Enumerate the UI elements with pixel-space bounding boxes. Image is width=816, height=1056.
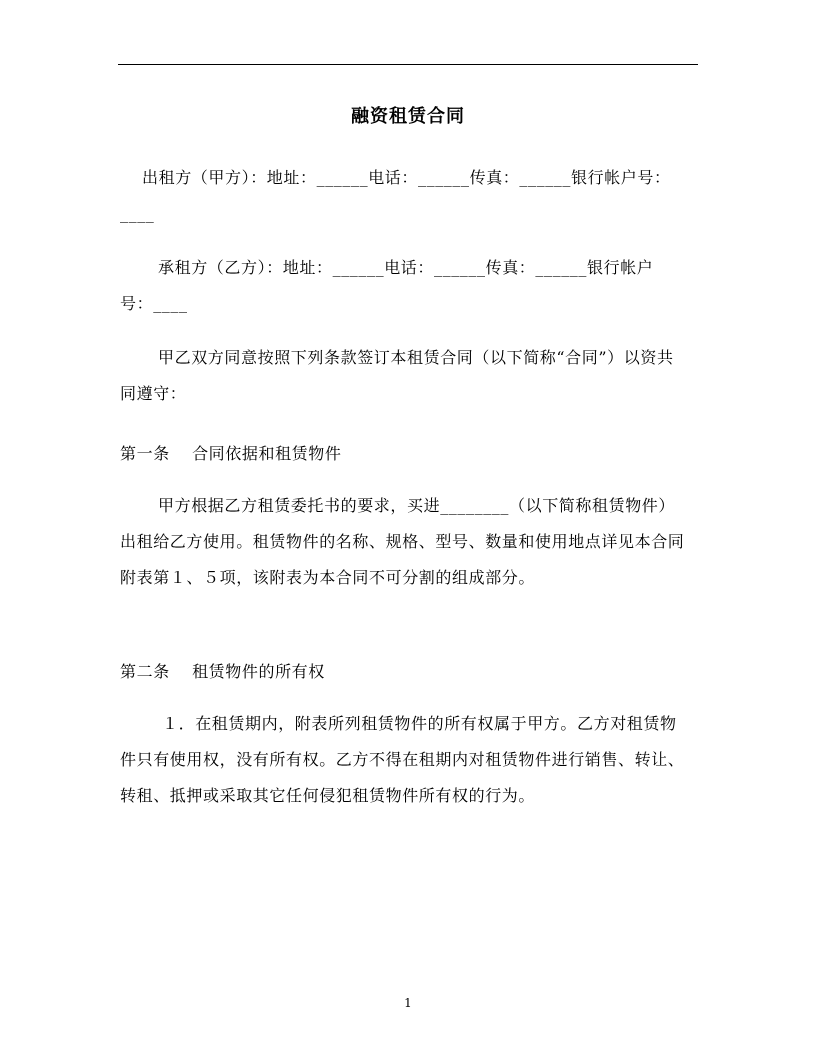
- lessor-paragraph: 出租方（甲方）：地址：______电话：______传真：______银行帐户号：____: [120, 168, 671, 223]
- page-number: 1: [404, 996, 412, 1010]
- document-title: 融资租赁合同: [351, 106, 465, 127]
- intro-paragraph: 甲乙双方同意按照下列条款签订本租赁合同（以下简称“合同”）以资共同遵守：: [120, 348, 674, 403]
- header-rule: [118, 64, 698, 65]
- article1-body: 甲方根据乙方租赁委托书的要求，买进________（以下简称租赁物件）出租给乙方使用。租赁物件的名称、规格、型号、数量和使用地点详见本合同附表第１、５项，该附表为本合同不可分割的组成部分。: [120, 496, 685, 587]
- article2-heading: 第二条 租赁物件的所有权: [120, 662, 325, 681]
- lessee-paragraph: 承租方（乙方）：地址：______电话：______传真：______银行帐户号：____: [120, 258, 654, 313]
- article2-item1: １．在租赁期内，附表所列租赁物件的所有权属于甲方。乙方对租赁物件只有使用权，没有所有权。乙方不得在租期内对租赁物件进行销售、转让、转租、抵押或采取其它任何侵犯租赁物件所有权的行为。: [120, 714, 685, 805]
- article1-heading: 第一条 合同依据和租赁物件: [120, 444, 342, 463]
